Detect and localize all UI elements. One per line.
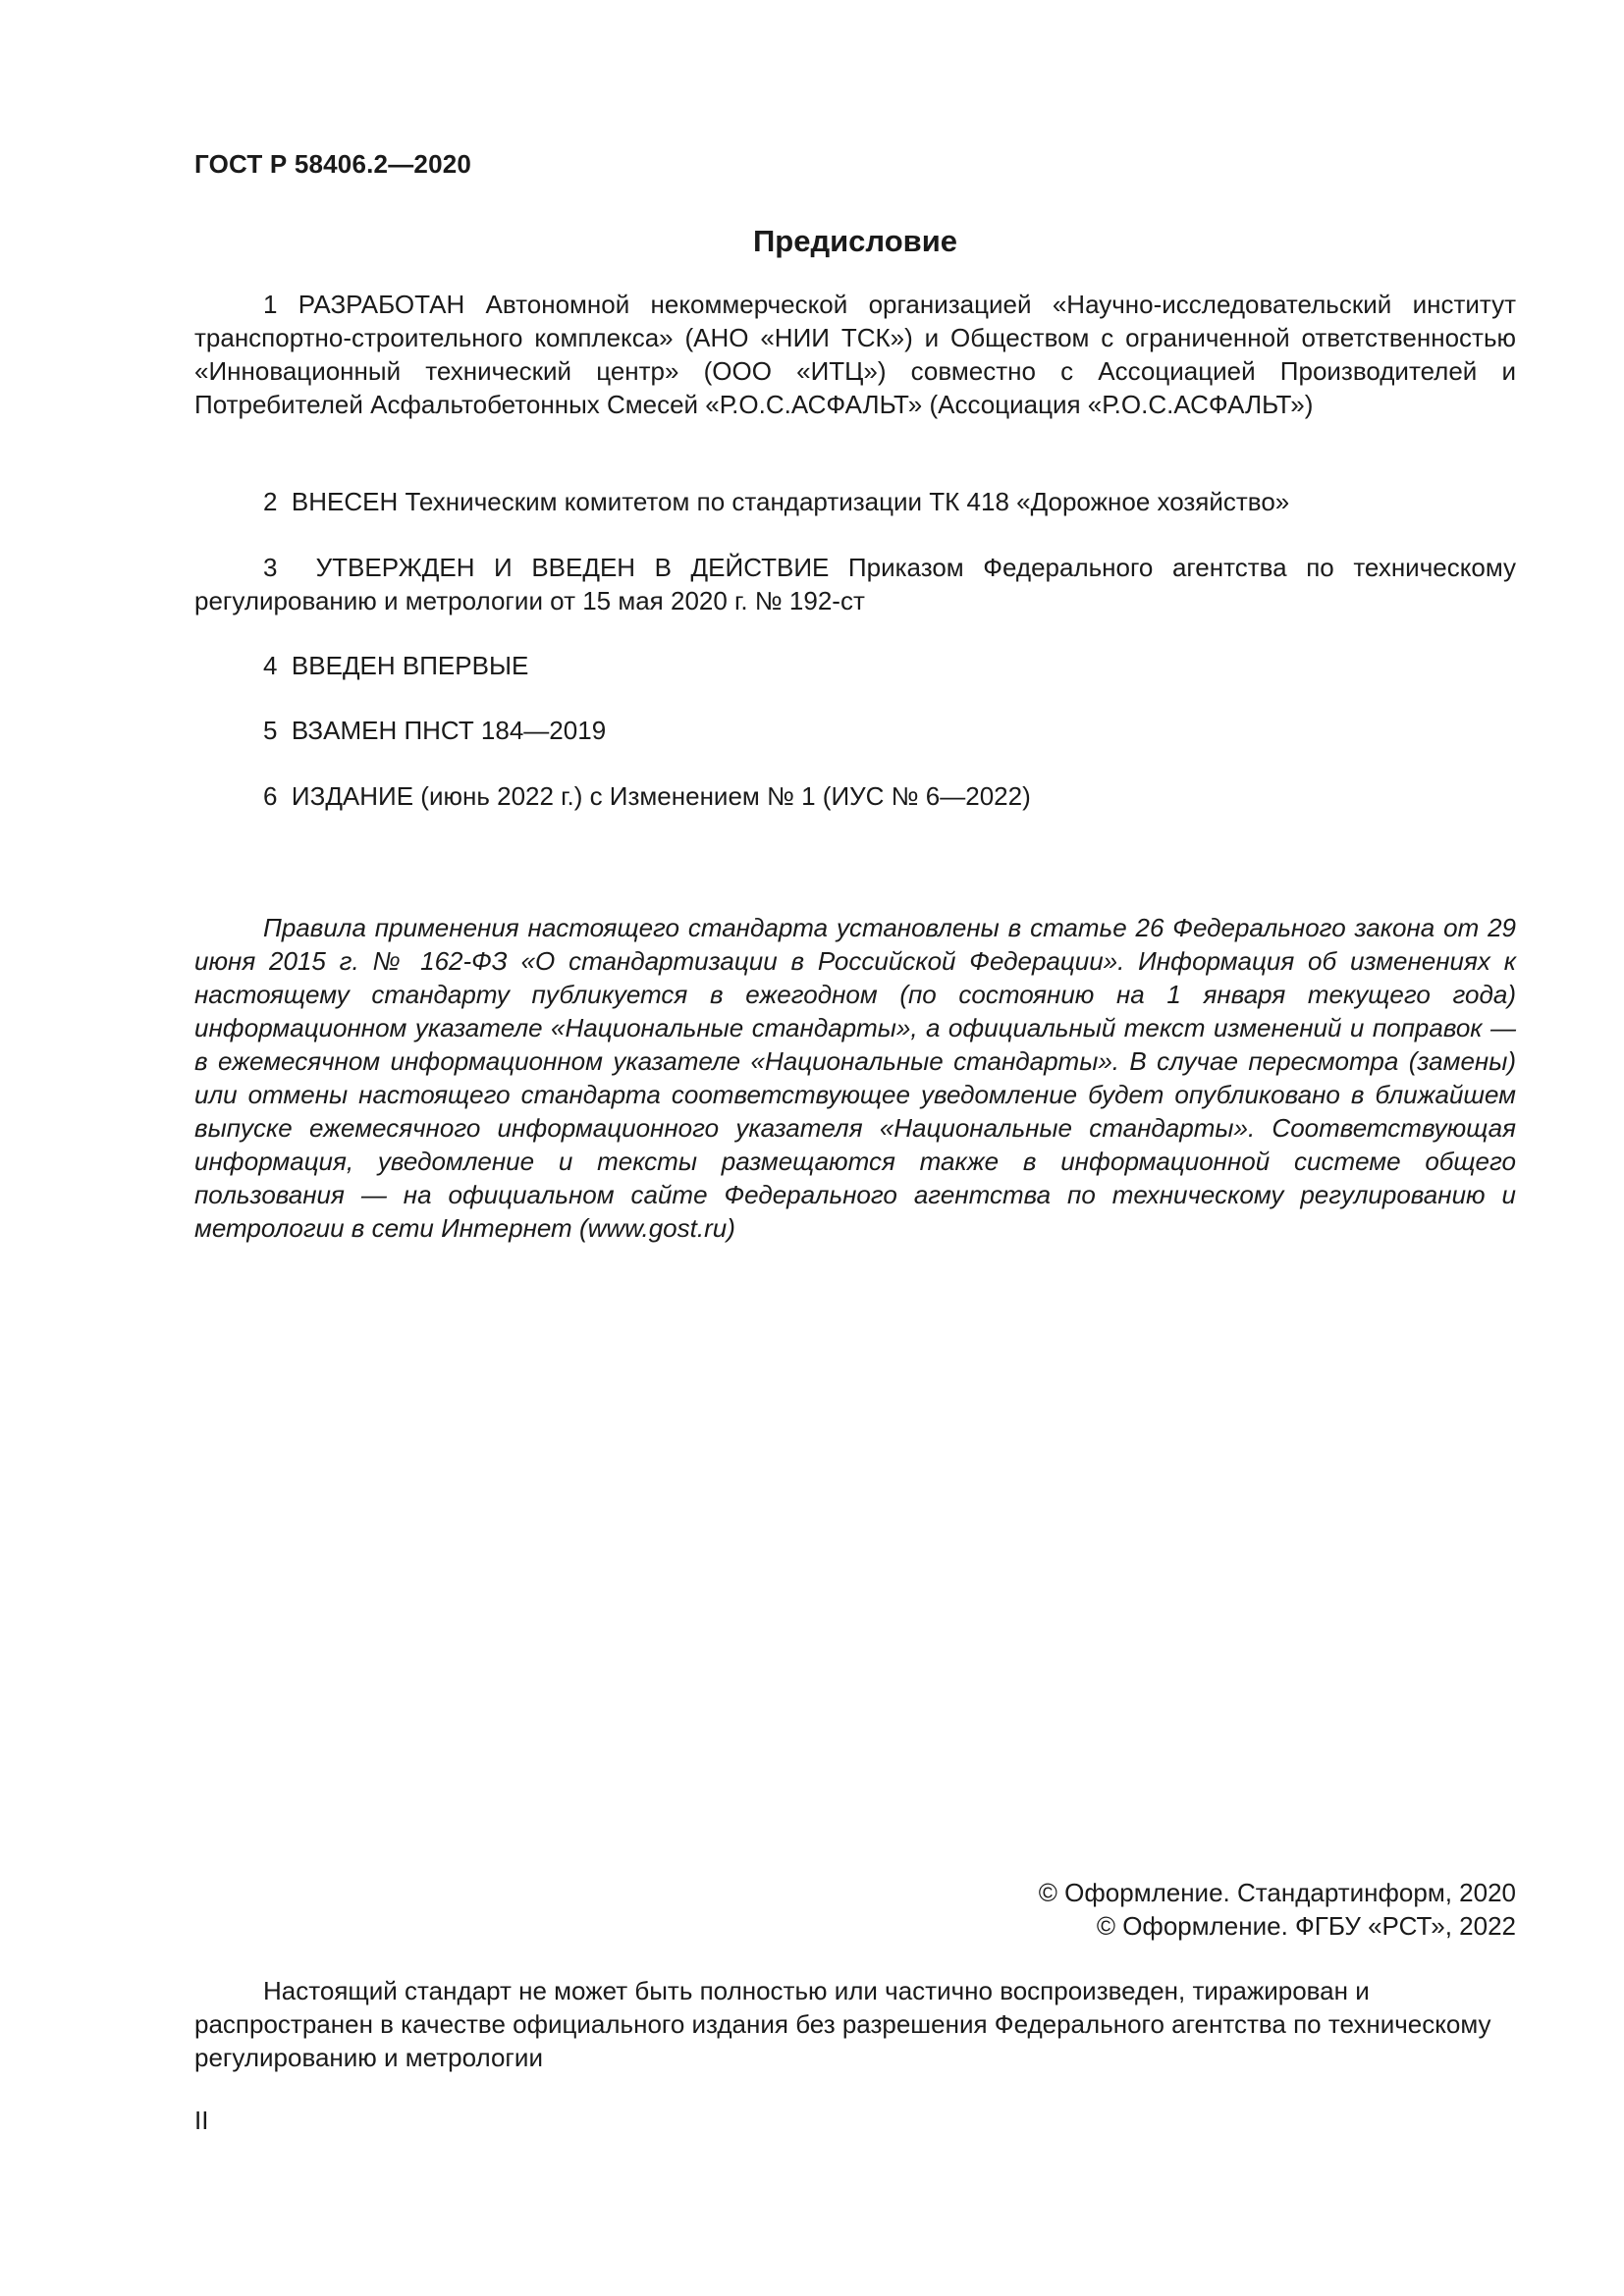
rules-note: Правила применения настоящего стандарта установлены в статье 26 Федерального закона от 29 июня 2015 г. № 162-ФЗ «О стандартизации в Российской Федерации». Информация об изменениях к настоящему стандарту публикуется в ежегодном (по состоянию на 1 января текущего года) информационном указателе «Национальные стандарты», а официальный текст изменений и поправок — в ежемесячном информационном указателе «Национальные стандарты». В случае пересмотра (замены) или отмены настоящего стандарта соответствующее уведомление будет опубликовано в ближайшем выпуске ежемесячного информационного указателя «Национальные стандарты». Соответствующая информация, уведомление и тексты размещаются также в информационной системе общего пользования — на официальном сайте Федерального агентства по техническому регулированию и метрологии в сети Интернет (www.gost.ru) bbox=[194, 913, 1516, 1243]
legal-notice: Настоящий стандарт не может быть полностью или частично воспроизведен, тиражирован и распространен в качестве официального издания без разрешения Федерального агентства по техническому регулированию и метрологии bbox=[194, 1976, 1491, 2072]
item-number: 6 bbox=[263, 781, 278, 811]
foreword-item-1 bbox=[194, 288, 1516, 421]
item-text: ВНЕСЕН Техническим комитетом по стандартизации ТК 418 «Дорожное хозяйство» bbox=[291, 487, 1290, 516]
foreword-item-3 bbox=[194, 551, 1516, 617]
foreword-item-6 bbox=[194, 779, 1516, 813]
item-number: 3 bbox=[263, 553, 278, 582]
foreword-item-5 bbox=[194, 714, 1516, 747]
item-number: 1 bbox=[263, 290, 278, 319]
item-number: 5 bbox=[263, 716, 278, 745]
item-text: ВВЕДЕН ВПЕРВЫЕ bbox=[291, 651, 529, 680]
copyright-line-1: © Оформление. Стандартинформ, 2020 bbox=[1038, 1878, 1516, 1907]
item-number: 2 bbox=[263, 487, 278, 516]
copyright-line-2: © Оформление. ФГБУ «РСТ», 2022 bbox=[1096, 1911, 1516, 1941]
item-text: РАЗРАБОТАН Автономной некоммерческой организацией «Научно-исследовательский институт транспортно-строительного комплекса» (АНО «НИИ ТСК») и Обществом с ограниченной ответственностью «Инновационный технический центр» (ООО «ИТЦ») совместно с Ассоциацией Производителей и Потребителей Асфальтобетонных Смесей «Р.О.С.АСФАЛЬТ» (Ассоциация «Р.О.С.АСФАЛЬТ») bbox=[194, 290, 1516, 419]
item-number: 4 bbox=[263, 651, 278, 680]
foreword-item-4 bbox=[194, 649, 1516, 682]
standard-code: ГОСТ Р 58406.2—2020 bbox=[194, 149, 472, 179]
document-page bbox=[194, 0, 1516, 2296]
item-text: УТВЕРЖДЕН И ВВЕДЕН В ДЕЙСТВИЕ Приказом Федерального агентства по техническому регулированию и метрологии от 15 мая 2020 г. № 192-ст bbox=[194, 553, 1517, 615]
foreword-item-2 bbox=[194, 485, 1516, 518]
page-number: II bbox=[194, 2106, 209, 2135]
item-text: ИЗДАНИЕ (июнь 2022 г.) с Изменением № 1 (ИУС № 6—2022) bbox=[291, 781, 1031, 811]
item-text: ВЗАМЕН ПНСТ 184—2019 bbox=[291, 716, 607, 745]
foreword-title: Предисловие bbox=[752, 224, 957, 258]
